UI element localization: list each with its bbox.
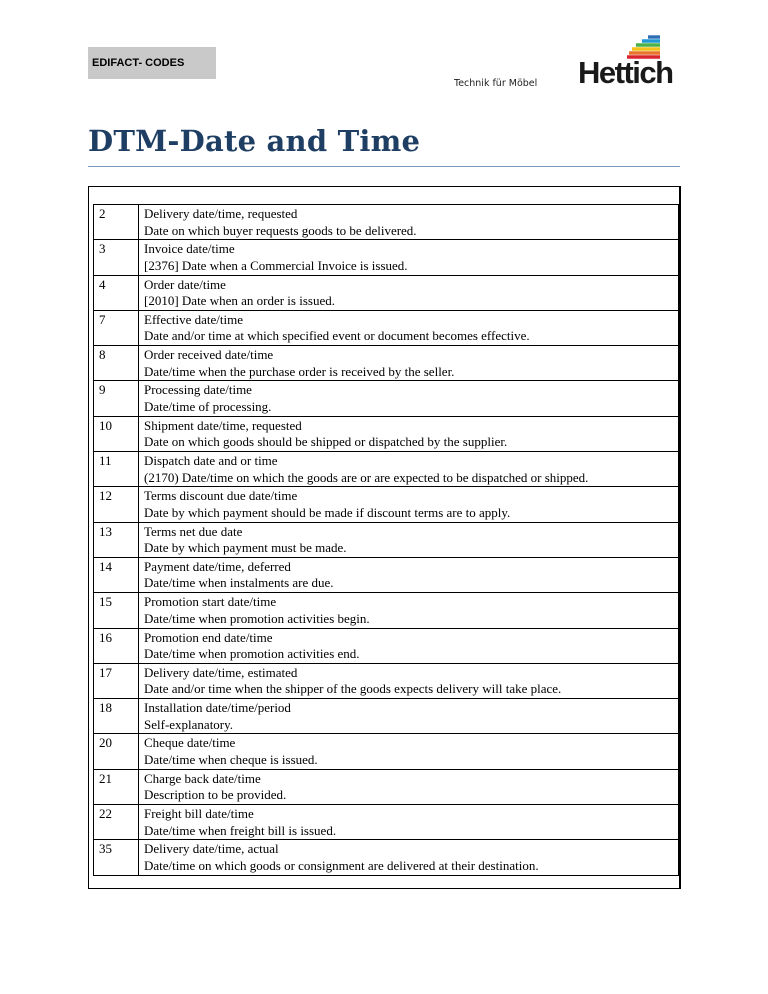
code-name: Freight bill date/time [144,806,254,822]
code-description-cell [139,275,679,310]
code-value: 8 [94,346,139,381]
code-description: Date/time when instalments are due. [144,575,334,591]
code-name: Terms net due date [144,523,243,539]
code-description-cell [139,487,679,522]
page-title: DTM-Date and Time [88,124,421,158]
code-name: Processing date/time [144,382,252,398]
code-description-cell [139,522,679,557]
table-row [94,522,679,557]
code-description: Self-explanatory. [144,716,234,732]
code-description-cell [139,310,679,345]
table-row [94,699,679,734]
code-description: Date/time when promotion activities begin. [144,610,370,626]
code-description-cell [139,381,679,416]
code-value: 17 [94,663,139,698]
title-underline [88,166,680,167]
code-description: Description to be provided. [144,787,287,803]
table-row [94,557,679,592]
table-row [94,275,679,310]
code-description: Date/time of processing. [144,398,272,414]
table-row [94,205,679,240]
code-name: Charge back date/time [144,770,261,786]
code-name: Delivery date/time, actual [144,841,279,857]
code-value: 14 [94,557,139,592]
table-row [94,452,679,487]
code-description-cell [139,769,679,804]
code-value: 3 [94,240,139,275]
code-description: Date and/or time when the shipper of the goods expects delivery will take place. [144,681,562,697]
code-value: 2 [94,205,139,240]
table-row [94,628,679,663]
code-value: 21 [94,769,139,804]
code-description-cell [139,416,679,451]
code-value: 20 [94,734,139,769]
code-name: Invoice date/time [144,241,235,257]
code-value: 7 [94,310,139,345]
document-category-tag: EDIFACT- CODES [88,47,216,79]
code-description-cell [139,452,679,487]
code-name: Dispatch date and or time [144,453,278,469]
code-value: 15 [94,593,139,628]
code-description-cell [139,205,679,240]
table-row [94,663,679,698]
code-description: Date by which payment must be made. [144,540,347,556]
code-value: 12 [94,487,139,522]
code-description-cell [139,699,679,734]
code-description: (2170) Date/time on which the goods are or are expected to be dispatched or shipped. [144,469,589,485]
code-name: Cheque date/time [144,735,236,751]
brand-tagline: Technik für Möbel [454,78,538,89]
code-name: Terms discount due date/time [144,488,298,504]
table-row [94,805,679,840]
code-description-cell [139,557,679,592]
table-row [94,346,679,381]
table-row [94,240,679,275]
code-description-cell [139,593,679,628]
code-description-cell [139,663,679,698]
table-row [94,734,679,769]
code-description-cell [139,628,679,663]
code-description-cell [139,240,679,275]
code-value: 18 [94,699,139,734]
code-description-cell [139,346,679,381]
code-value: 16 [94,628,139,663]
table-row [94,310,679,345]
code-value: 9 [94,381,139,416]
code-description: [2010] Date when an order is issued. [144,293,335,309]
table-row [94,381,679,416]
brand-wordmark: Hettich [578,55,673,90]
code-name: Shipment date/time, requested [144,417,302,433]
table-row [94,840,679,875]
code-name: Delivery date/time, estimated [144,664,298,680]
code-value: 35 [94,840,139,875]
code-name: Order date/time [144,276,226,292]
code-description: Date and/or time at which specified event or document becomes effective. [144,328,530,344]
table-row [94,593,679,628]
code-name: Promotion start date/time [144,594,277,610]
code-description: [2376] Date when a Commercial Invoice is issued. [144,257,408,273]
code-name: Order received date/time [144,347,274,363]
code-description: Date/time when cheque is issued. [144,751,318,767]
code-table [93,204,679,876]
table-row [94,487,679,522]
code-value: 22 [94,805,139,840]
code-name: Delivery date/time, requested [144,206,298,221]
code-value: 11 [94,452,139,487]
code-description: Date/time when the purchase order is received by the seller. [144,363,455,379]
code-name: Payment date/time, deferred [144,558,291,574]
code-description: Date by which payment should be made if discount terms are to apply. [144,504,511,520]
code-description-cell [139,805,679,840]
code-description: Date on which buyer requests goods to be delivered. [144,222,417,238]
table-row [94,416,679,451]
code-description-cell [139,840,679,875]
code-description: Date/time when freight bill is issued. [144,822,337,838]
code-description: Date on which goods should be shipped or dispatched by the supplier. [144,434,508,450]
code-value: 4 [94,275,139,310]
code-name: Promotion end date/time [144,629,273,645]
table-row [94,769,679,804]
code-value: 13 [94,522,139,557]
code-description: Date/time when promotion activities end. [144,646,360,662]
code-name: Installation date/time/period [144,700,291,716]
code-name: Effective date/time [144,311,244,327]
code-description-cell [139,734,679,769]
code-description: Date/time on which goods or consignment are delivered at their destination. [144,857,539,873]
code-value: 10 [94,416,139,451]
